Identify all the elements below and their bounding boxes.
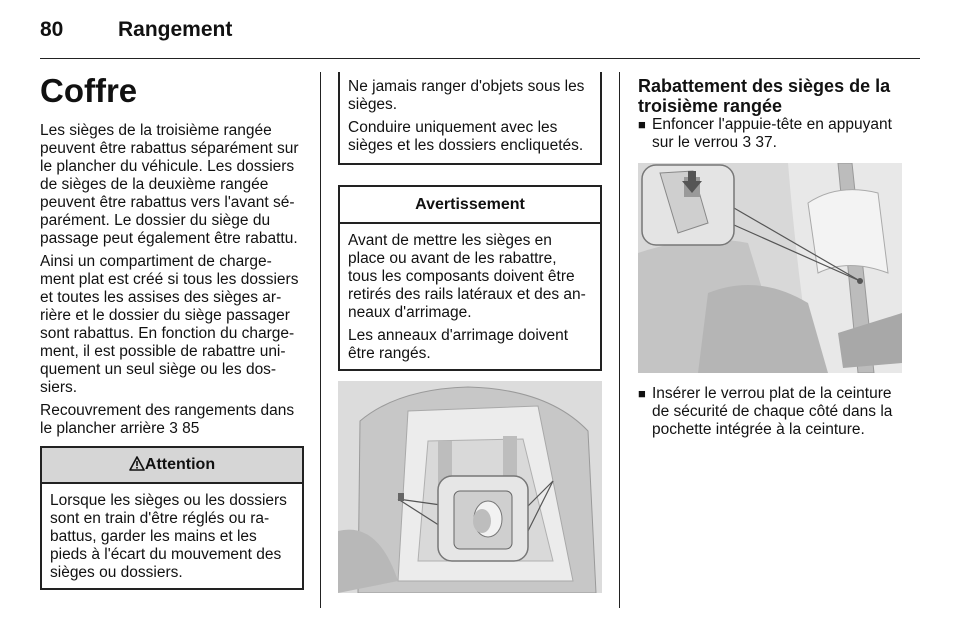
text-line: Lorsque les sièges ou les dossiers [50,492,287,509]
text-line: ment plat est créé si tous les dossiers [40,271,299,288]
warning-body [340,224,600,369]
text-line: pochette intégrée à la ceinture. [652,421,865,438]
column-divider [320,72,321,608]
text-line: tous les composants doivent être [348,268,575,285]
text-line: de sièges de la deuxième rangée [40,176,269,193]
heading-line: Rabattement des sièges de la [638,76,891,96]
running-header: Rangement [118,18,233,41]
instruction-step [638,116,902,152]
text-line: peuvent être rabattus vers l'avant sé- [40,194,295,211]
paragraph [348,232,592,322]
text-line: et toutes les assises des sièges ar- [40,289,282,306]
text-line: battus, garder les mains et les [50,528,257,545]
text-line: siers. [40,379,78,396]
paragraph-cross-reference [40,402,304,438]
attention-body [42,484,302,588]
text-line: sont rabattus. En fonction du charge- [40,325,295,342]
text-line: le plancher du véhicule. Les dossiers [40,158,295,175]
text-line: Les sièges de la troisième rangée [40,122,272,139]
page-reference-link[interactable]: sur le verrou 3 37. [652,134,777,151]
step-text [652,116,892,152]
text-line: être rangés. [348,345,431,362]
paragraph [348,78,592,114]
text-line: sièges. [348,96,398,113]
section-heading: Coffre [40,72,138,109]
text-line: de sécurité de chaque côté dans la [652,403,893,420]
warning-box [338,185,602,371]
attention-header [42,448,302,484]
paragraph-intro [40,122,304,248]
text-line: place ou avant de les rabattre, [348,250,557,267]
text-line: parément. Le dossier du siège du [40,212,271,229]
attention-box-continued [338,72,602,165]
page-number: 80 [40,18,64,41]
text-line: Insérer le verrou plat de la ceinture [652,385,892,402]
paragraph [348,119,592,155]
instruction-step [638,385,902,439]
column-middle [338,74,602,593]
paragraph [348,327,592,363]
page-reference-link[interactable]: le plancher arrière 3 85 [40,420,200,437]
text-line: ment, il est possible de rabattre uni- [40,343,286,360]
attention-title: Attention [144,456,216,473]
text-line: sièges ou dossiers. [50,564,183,581]
text-line: neaux d'arrimage. [348,304,472,321]
column-left [40,72,304,590]
text-line: Conduire uniquement avec les [348,119,558,136]
text-line: sièges et les dossiers encliquetés. [348,137,584,154]
text-line: peuvent être rabattus séparément sur [40,140,299,157]
text-line: pieds à l'écart du mouvement des [50,546,282,563]
text-line: Recouvrement des rangements dans [40,402,295,419]
text-line: Avant de mettre les sièges en [348,232,552,249]
text-line: passage peut également être rabattu. [40,230,298,247]
text-line: retirés des rails latéraux et des an- [348,286,586,303]
step-text [652,385,892,439]
text-line: rière et le dossier du siège passager [40,307,290,324]
warning-triangle-icon [129,456,145,471]
heading-line: troisième rangée [638,96,783,116]
text-line: Ainsi un compartiment de charge- [40,253,272,270]
paragraph-load-floor [40,253,304,397]
warning-title: Avertissement [340,187,600,224]
text-line: Ne jamais ranger d'objets sous les [348,78,585,95]
column-divider [619,72,620,608]
text-line: Enfoncer l'appuie-tête en appuyant [652,116,892,133]
square-bullet-icon: ■ [638,117,646,132]
text-line: Les anneaux d'arrimage doivent [348,327,569,344]
column-right [638,76,902,439]
attention-box [40,446,304,590]
header-rule [40,58,920,59]
square-bullet-icon: ■ [638,386,646,401]
text-line: quement un seul siège ou les dos- [40,361,277,378]
text-line: sont en train d'être réglés ou ra- [50,510,270,527]
subsection-heading [638,76,902,116]
figure-headrest-lock [638,163,902,373]
figure-tailgate-tie-down [338,381,602,593]
